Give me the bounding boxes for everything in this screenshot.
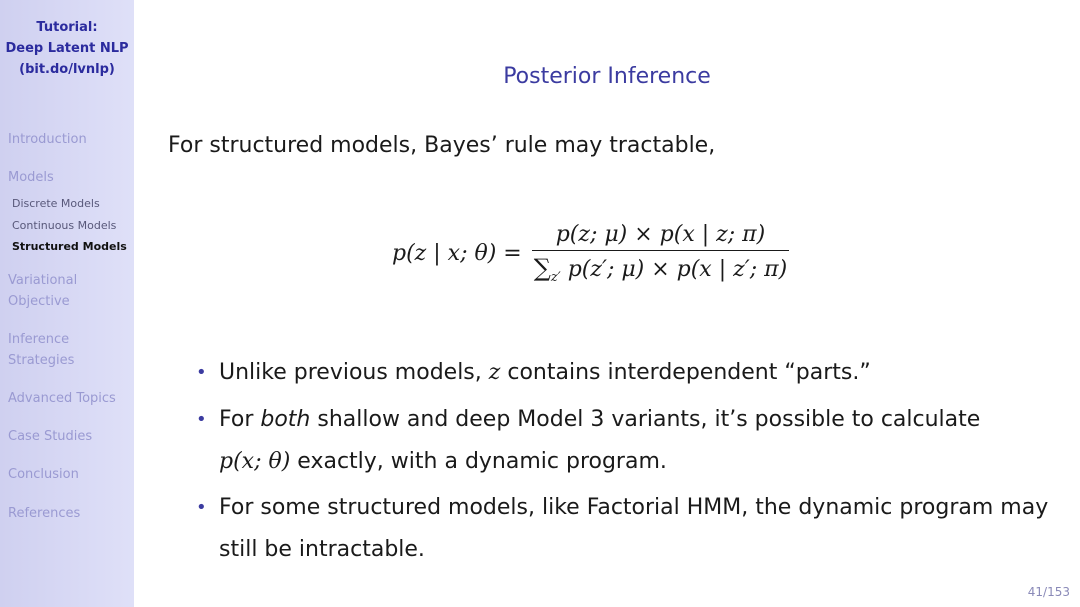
sidebar-item-models[interactable]: Models xyxy=(8,170,54,185)
sidebar-title-line-3[interactable]: (bit.do/lvnlp) xyxy=(19,62,115,77)
sidebar-item-variational-objective-line-2: Objective xyxy=(8,294,70,309)
bullet-1-text-after: contains interdependent “parts.” xyxy=(500,360,871,385)
sidebar-subitem-structured-models[interactable]: Structured Models xyxy=(12,240,127,253)
bullet-dot-icon: • xyxy=(196,497,207,518)
bullet-2-line2-after: exactly, with a dynamic program. xyxy=(290,449,667,474)
bullet-1-math: z xyxy=(488,360,501,385)
slide-title: Posterior Inference xyxy=(503,64,711,89)
sidebar-item-references[interactable]: References xyxy=(8,506,81,521)
bullet-2-text-before: For xyxy=(219,407,261,432)
equation-numerator: p(z; μ) × p(x | z; π) xyxy=(555,222,766,247)
bullet-dot-icon: • xyxy=(196,409,207,430)
denominator-body: p(z′; μ) × p(x | z′; π) xyxy=(567,257,788,282)
sidebar-item-variational-objective[interactable] xyxy=(8,270,132,312)
sidebar xyxy=(0,0,134,607)
sidebar-item-inference-strategies-line-2: Strategies xyxy=(8,353,75,368)
intro-text: For structured models, Bayes’ rule may tractable, xyxy=(168,133,716,158)
bullet-item-2 xyxy=(196,399,1056,483)
sidebar-item-introduction[interactable]: Introduction xyxy=(8,132,87,147)
bullet-3-line-2: still be intractable. xyxy=(219,537,425,562)
bullet-item-1 xyxy=(196,352,1056,394)
bullet-item-3 xyxy=(196,487,1056,571)
sidebar-item-conclusion[interactable]: Conclusion xyxy=(8,467,79,482)
sidebar-item-inference-strategies[interactable] xyxy=(8,329,132,371)
sidebar-item-advanced-topics[interactable]: Advanced Topics xyxy=(8,391,116,406)
sum-subscript: z′ xyxy=(550,270,561,285)
bullet-2-emphasis: both xyxy=(260,407,311,432)
equation-lhs: p(z | x; θ) = xyxy=(392,241,522,266)
sidebar-title-line-1[interactable]: Tutorial: xyxy=(36,20,98,35)
bullet-2-text-after: shallow and deep Model 3 variants, it’s possible to calculate xyxy=(310,407,981,432)
sum-symbol: ∑ xyxy=(533,254,551,282)
sidebar-title-line-2[interactable]: Deep Latent NLP xyxy=(5,41,129,56)
sidebar-item-variational-objective-line-1: Variational xyxy=(8,273,78,288)
bullet-1-text-before: Unlike previous models, xyxy=(219,360,489,385)
equation-fraction xyxy=(532,222,789,285)
bullet-3-line-1: For some structured models, like Factorial HMM, the dynamic program may xyxy=(219,495,1049,520)
sidebar-subitem-discrete-models[interactable]: Discrete Models xyxy=(12,197,100,210)
page-number: 41/153 xyxy=(1027,585,1070,599)
equation-denominator xyxy=(532,250,789,285)
sidebar-subitem-continuous-models[interactable]: Continuous Models xyxy=(12,219,117,232)
sidebar-item-case-studies[interactable]: Case Studies xyxy=(8,429,93,444)
bullet-2-math: p(x; θ) xyxy=(219,449,291,474)
bullet-dot-icon: • xyxy=(196,362,207,383)
sidebar-item-inference-strategies-line-1: Inference xyxy=(8,332,70,347)
bayes-equation xyxy=(392,222,789,285)
